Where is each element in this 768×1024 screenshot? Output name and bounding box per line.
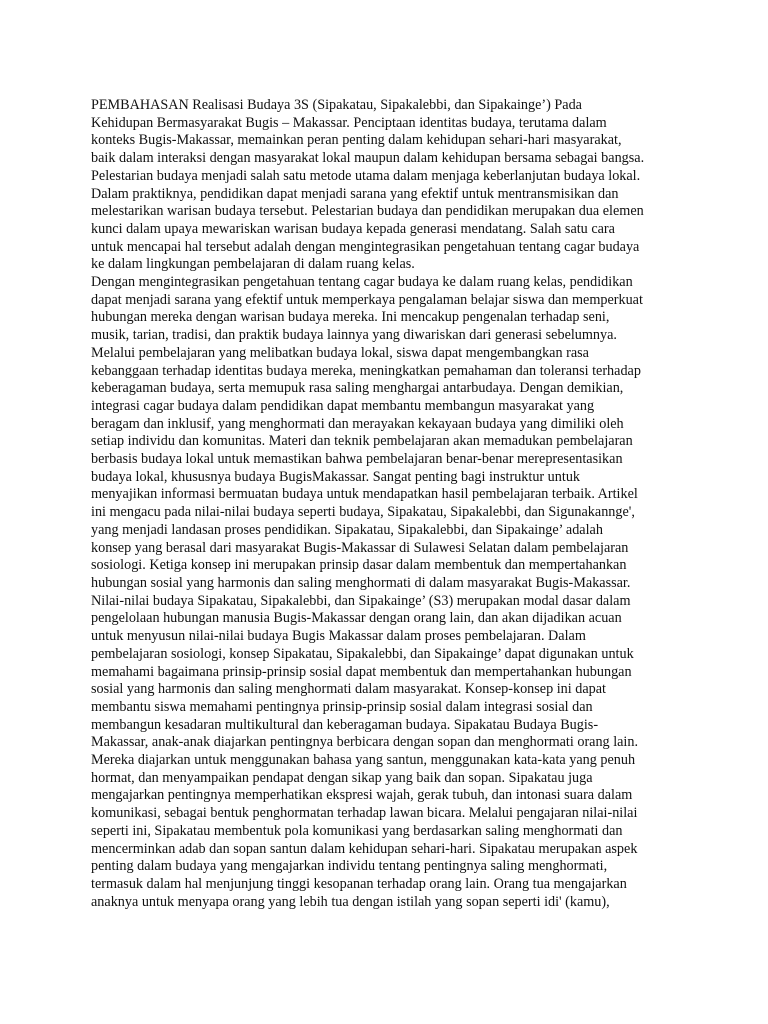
text-line: sosial yang harmonis dan saling menghormati dalam masyarakat. Konsep-konsep ini dapat [91,681,606,698]
text-line: hubungan mereka dengan warisan budaya mereka. Ini mencakup pengenalan terhadap seni, [91,309,610,326]
text-line: baik dalam interaksi dengan masyarakat lokal maupun dalam kehidupan bersama sebagai bangsa. [91,150,645,167]
text-line: Pelestarian budaya menjadi salah satu metode utama dalam menjaga keberlanjutan budaya lokal. [91,167,641,184]
text-line: yang menjadi landasan proses pendidikan. Sipakatau, Sipakalebbi, dan Sipakainge’ adalah [91,521,603,538]
text-line: membangun kesadaran multikultural dan keberagaman budaya. Sipakatau Budaya Bugis- [91,716,599,733]
text-line: berbasis budaya lokal untuk memastikan bahwa pembelajaran benar-benar merepresentasikan [91,451,623,468]
body-paragraph [91,97,691,274]
text-line: ini mengacu pada nilai-nilai budaya seperti budaya, Sipakatau, Sipakalebbi, dan Sigunakannge', [91,504,635,521]
text-line: hubungan sosial yang harmonis dan saling menghormati di dalam masyarakat Bugis-Makassar. [91,574,631,591]
text-line: dapat menjadi sarana yang efektif untuk memperkaya pengalaman belajar siswa dan memperkuat [91,291,643,308]
text-line: untuk mencapai hal tersebut adalah dengan mengintegrasikan pengetahuan tentang cagar budaya [91,238,640,255]
text-line: Dengan mengintegrasikan pengetahuan tentang cagar budaya ke dalam ruang kelas, pendidikan [91,274,633,291]
text-line: konteks Bugis-Makassar, memainkan peran penting dalam kehidupan sehari-hari masyarakat, [91,132,622,149]
text-line: Kehidupan Bermasyarakat Bugis – Makassar. Penciptaan identitas budaya, terutama dalam [91,114,607,131]
text-line: keberagaman budaya, serta memupuk rasa saling menghargai antarbudaya. Dengan demikian, [91,380,624,397]
body-paragraph [91,274,691,911]
text-line: setiap individu dan komunitas. Materi dan teknik pembelajaran akan memadukan pembelajaran [91,433,633,450]
text-line: konsep yang berasal dari masyarakat Bugis-Makassar di Sulawesi Selatan dalam pembelajaran [91,539,629,556]
text-line: menyajikan informasi bermuatan budaya untuk mendapatkan hasil pembelajaran terbaik. Artikel [91,486,638,503]
text-line: kunci dalam upaya mewariskan warisan budaya kepada generasi mendatang. Salah satu cara [91,220,615,237]
text-line: Makassar, anak-anak diajarkan pentingnya berbicara dengan sopan dan menghormati orang lain. [91,734,639,751]
text-line: beragam dan inklusif, yang menghormati dan merayakan kekayaan budaya yang dimiliki oleh [91,415,624,432]
text-line: musik, tarian, tradisi, dan praktik budaya lainnya yang diwariskan dari generasi sebelumnya. [91,327,617,344]
text-line: anaknya untuk menyapa orang yang lebih tua dengan istilah yang sopan seperti idi' (kamu), [91,893,610,910]
text-line: melestarikan warisan budaya tersebut. Pelestarian budaya dan pendidikan merupakan dua elemen [91,203,644,220]
document-page [91,97,691,911]
text-line: PEMBAHASAN Realisasi Budaya 3S (Sipakatau, Sipakalebbi, dan Sipakainge’) Pada [91,97,582,113]
text-line: pengelolaan hubungan manusia Bugis-Makassar dengan orang lain, dan akan dijadikan acuan [91,610,622,627]
text-line: komunikasi, sebagai bentuk penghormatan terhadap lawan bicara. Melalui pengajaran nilai-nilai [91,805,638,822]
text-line: untuk menyusun nilai-nilai budaya Bugis Makassar dalam proses pembelajaran. Dalam [91,628,586,645]
text-line: mencerminkan adab dan sopan santun dalam kehidupan sehari-hari. Sipakatau merupakan aspek [91,840,638,857]
text-line: sosiologi. Ketiga konsep ini merupakan prinsip dasar dalam membentuk dan mempertahankan [91,557,627,574]
text-line: kebanggaan terhadap identitas budaya mereka, meningkatkan pemahaman dan toleransi terhadap [91,362,641,379]
text-line: Nilai-nilai budaya Sipakatau, Sipakalebbi, dan Sipakainge’ (S3) merupakan modal dasar dalam [91,592,631,609]
text-line: hormat, dan menyampaikan pendapat dengan sikap yang baik dan sopan. Sipakatau juga [91,769,593,786]
text-line: pembelajaran sosiologi, konsep Sipakatau, Sipakalebbi, dan Sipakainge’ dapat digunakan untuk [91,645,634,662]
text-line: Mereka diajarkan untuk menggunakan bahasa yang santun, menggunakan kata-kata yang penuh [91,752,636,769]
text-line: mengajarkan pentingnya memperhatikan ekspresi wajah, gerak tubuh, dan intonasi suara dalam [91,787,633,804]
text-line: ke dalam lingkungan pembelajaran di dalam ruang kelas. [91,256,415,273]
text-line: budaya lokal, khususnya budaya BugisMakassar. Sangat penting bagi instruktur untuk [91,468,581,485]
text-line: Dalam praktiknya, pendidikan dapat menjadi sarana yang efektif untuk mentransmisikan dan [91,185,619,202]
text-line: termasuk dalam hal menjunjung tinggi kesopanan terhadap orang lain. Orang tua mengajarkan [91,875,627,892]
text-line: membantu siswa memahami pentingnya prinsip-prinsip sosial dalam integrasi sosial dan [91,698,593,715]
text-line: penting dalam budaya yang mengajarkan individu tentang pentingnya saling menghormati, [91,858,608,875]
text-line: seperti ini, Sipakatau membentuk pola komunikasi yang berdasarkan saling menghormati dan [91,822,623,839]
text-line: memahami bagaimana prinsip-prinsip sosial dapat membentuk dan mempertahankan hubungan [91,663,632,680]
text-line: integrasi cagar budaya dalam pendidikan dapat membantu membangun masyarakat yang [91,397,595,414]
text-line: Melalui pembelajaran yang melibatkan budaya lokal, siswa dapat mengembangkan rasa [91,344,589,361]
